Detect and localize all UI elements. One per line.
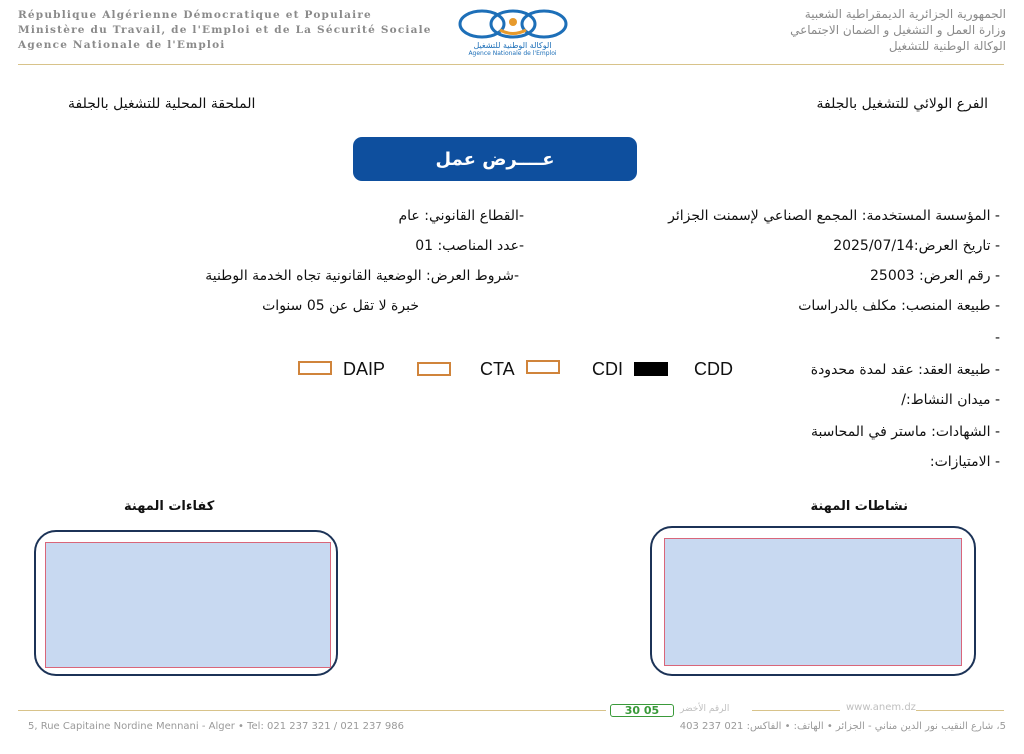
anem-logo-icon — [452, 6, 574, 42]
header-ar-line-2: وزارة العمل و التشغيل و الضمان الاجتماعي — [790, 23, 1006, 37]
activities-title: نشاطات المهنة — [810, 499, 908, 514]
field-degrees: - الشهادات: ماستر في المحاسبة — [810, 424, 1000, 440]
footer-address-fr: 5, Rue Capitaine Nordine Mennani - Alger • Tel: 021 237 321 / 021 237 986 — [28, 721, 404, 732]
field-benefits: - الامتيازات: — [929, 454, 1000, 470]
option-cta-label: CTA — [480, 359, 515, 379]
field-position-type: - طبيعة المنصب: مكلف بالدراسات — [798, 298, 1000, 314]
option-cdi-label: CDI — [592, 359, 623, 379]
skills-panel — [34, 530, 338, 676]
offer-title: عــــرض عمل — [353, 137, 637, 181]
field-legal-sector: -القطاع القانوني: عام — [398, 208, 524, 224]
footer-divider-right — [916, 710, 1004, 711]
option-cdd-checkbox[interactable] — [634, 362, 668, 376]
field-offer-date: - تاريخ العرض:2025/07/14 — [833, 238, 1000, 254]
footer-address-ar: 5، شارع النقيب نور الدين مناني - الجزائر • الهاتف: • الفاكس: 021 237 403 — [679, 721, 1006, 732]
header-divider — [18, 64, 1004, 65]
option-cdd-label: CDD — [694, 359, 733, 379]
agency-right: الفرع الولائي للتشغيل بالجلفة — [816, 96, 988, 112]
activities-panel — [650, 526, 976, 676]
option-cta-checkbox[interactable] — [417, 362, 451, 376]
website-link[interactable]: www.anem.dz — [846, 702, 916, 713]
field-employer: - المؤسسة المستخدمة: المجمع الصناعي لإسمنت الجزائر — [668, 208, 1000, 224]
field-offer-number: - رقم العرض: 25003 — [870, 268, 1000, 284]
option-cdi-checkbox[interactable] — [526, 360, 560, 374]
option-daip-label: DAIP — [343, 359, 386, 379]
header-ar-line-1: الجمهورية الجزائرية الديمقراطية الشعبية — [804, 7, 1006, 21]
anem-logo — [450, 6, 575, 62]
agency-left: الملحقة المحلية للتشغيل بالجلفة — [68, 96, 256, 112]
field-contract-type: - طبيعة العقد: عقد لمدة محدودة — [810, 362, 1000, 378]
field-activity-domain: - ميدان النشاط:/ — [901, 392, 1000, 408]
option-daip-checkbox[interactable] — [298, 361, 332, 375]
field-empty-dash: - — [994, 330, 1000, 346]
field-experience: خبرة لا تقل عن 05 سنوات — [262, 298, 419, 314]
header-arabic — [790, 6, 1006, 54]
footer-divider-mid — [752, 710, 840, 711]
logo-caption-fr: Agence Nationale de l'Emploi — [468, 50, 557, 57]
header-french — [18, 8, 432, 53]
footer-divider-left — [18, 710, 606, 711]
skills-text-area[interactable] — [45, 542, 331, 668]
green-number-label: الرقم الأخضر — [680, 704, 730, 714]
activities-text-area[interactable] — [664, 538, 962, 666]
header-ar-line-3: الوكالة الوطنية للتشغيل — [888, 39, 1006, 53]
header-fr-line-1: République Algérienne Démocratique et Populaire — [18, 9, 372, 21]
skills-title: كفاءات المهنة — [124, 499, 215, 514]
header-fr-line-3: Agence Nationale de l'Emploi — [18, 39, 226, 51]
field-positions-count: -عدد المناصب: 01 — [415, 238, 524, 254]
header-fr-line-2: Ministère du Travail, de l'Emploi et de La Sécurité Sociale — [18, 24, 432, 36]
field-conditions: -شروط العرض: الوضعية القانونية تجاه الخدمة الوطنية — [205, 268, 519, 284]
logo-caption-ar: الوكالة الوطنية للتشغيل — [473, 41, 552, 50]
green-number: 30 05 — [610, 704, 674, 717]
